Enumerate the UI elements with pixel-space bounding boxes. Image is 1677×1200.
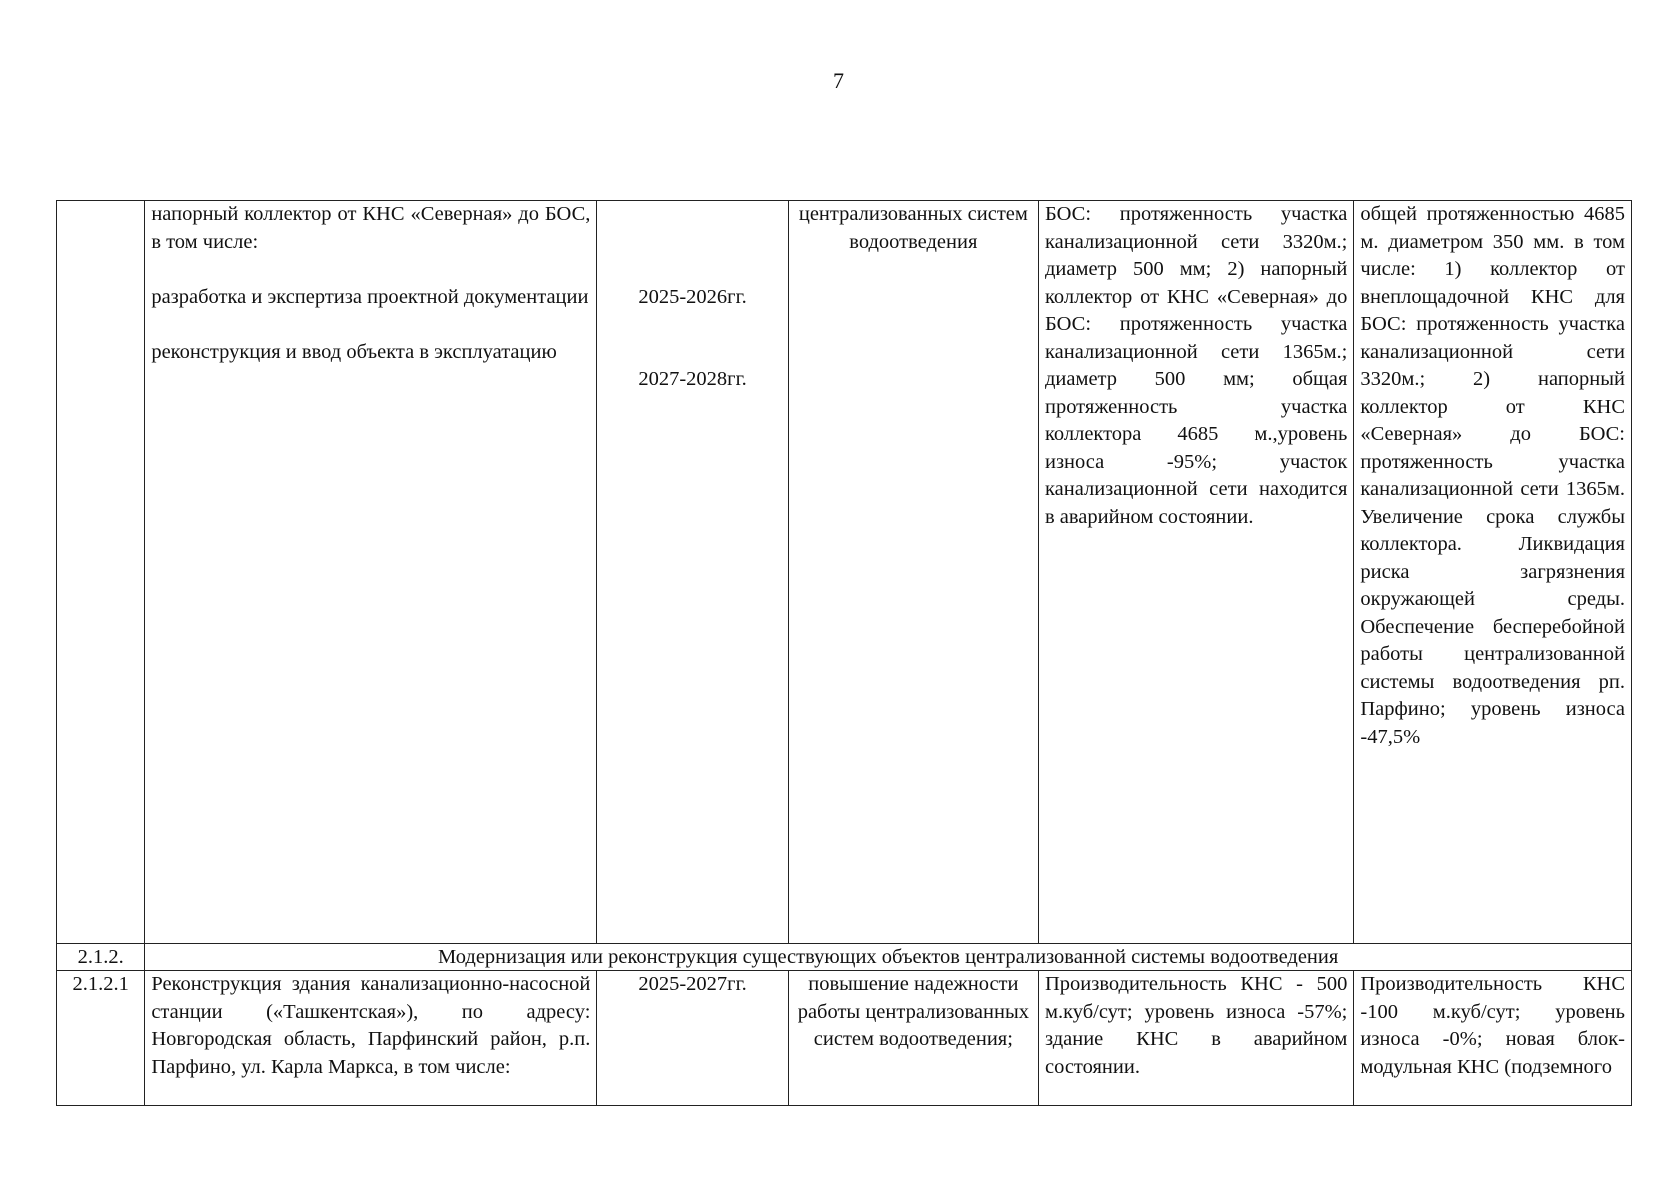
measure-expected-result: Производительность КНС -100 м.куб/сут; уровень износа -0%; новая блок-модульная КНС (подземного — [1354, 971, 1632, 1106]
section-title: Модернизация или реконструкция существующих объектов централизованной системы водоотведения — [145, 944, 1632, 971]
measure-goal: повышение надежности работы централизованных систем водоотведения; — [788, 971, 1038, 1106]
current-state-text: БОС: протяженность участка канализационной сети 3320м.; диаметр 500 мм; 2) напорный коллектор от КНС «Северная» до БОС: протяженность участка канализационной сети 1365м.; диаметр 500 мм; общая протяженность участка коллектора 4685 м.,уровень износа -95%; участок канализационной сети находится в аварийном состоянии. — [1044, 203, 1348, 528]
row-number: 2.1.2.1 — [57, 971, 145, 1106]
measure-current-state: Производительность КНС - 500 м.куб/сут; уровень износа -57%; здание КНС в аварийном состоянии. — [1038, 971, 1353, 1106]
measures-table — [56, 200, 1632, 1106]
cell-expected-result — [1354, 201, 1632, 944]
table-row — [57, 971, 1632, 1106]
measure-period: 2025-2027гг. — [597, 971, 788, 1106]
cell-measure-name — [145, 201, 597, 944]
period-design: 2025-2026гг. — [638, 285, 747, 308]
cell-goal — [788, 201, 1038, 944]
measure-heading: напорный коллектор от КНС «Северная» до БОС, в том числе: — [151, 203, 591, 253]
cell-current-state — [1038, 201, 1353, 944]
expected-result-text: общей протяженностью 4685 м. диаметром 350 мм. в том числе: 1) коллектор от внеплощадочной КНС для БОС: протяженность участка канализационной сети 3320м.; 2) напорный коллектор от КНС «Северная» до БОС: протяженность участка канализационной сети 1365м. Увеличение срока службы коллектора. Ликвидация риска загрязнения окружающей среды. Обеспечение бесперебойной работы централизованной системы водоотведения рп. Парфино; уровень износа -47,5% — [1360, 203, 1625, 748]
section-row — [57, 944, 1632, 971]
goal-text: централизованных систем водоотведения — [798, 203, 1028, 253]
measure-name: Реконструкция здания канализационно-насосной станции («Ташкентская»), по адресу: Новгородская область, Парфинский район, р.п. Парфино, ул. Карла Маркса, в том числе: — [145, 971, 597, 1106]
measure-item-reconstruction: реконструкция и ввод объекта в эксплуатацию — [151, 340, 557, 363]
section-number: 2.1.2. — [57, 944, 145, 971]
table-row — [57, 201, 1632, 944]
cell-period — [597, 201, 788, 944]
cell-number — [57, 201, 145, 944]
period-reconstruction: 2027-2028гг. — [638, 368, 747, 390]
page-number: 7 — [833, 68, 844, 93]
measure-item-design: разработка и экспертиза проектной документации — [151, 285, 589, 308]
